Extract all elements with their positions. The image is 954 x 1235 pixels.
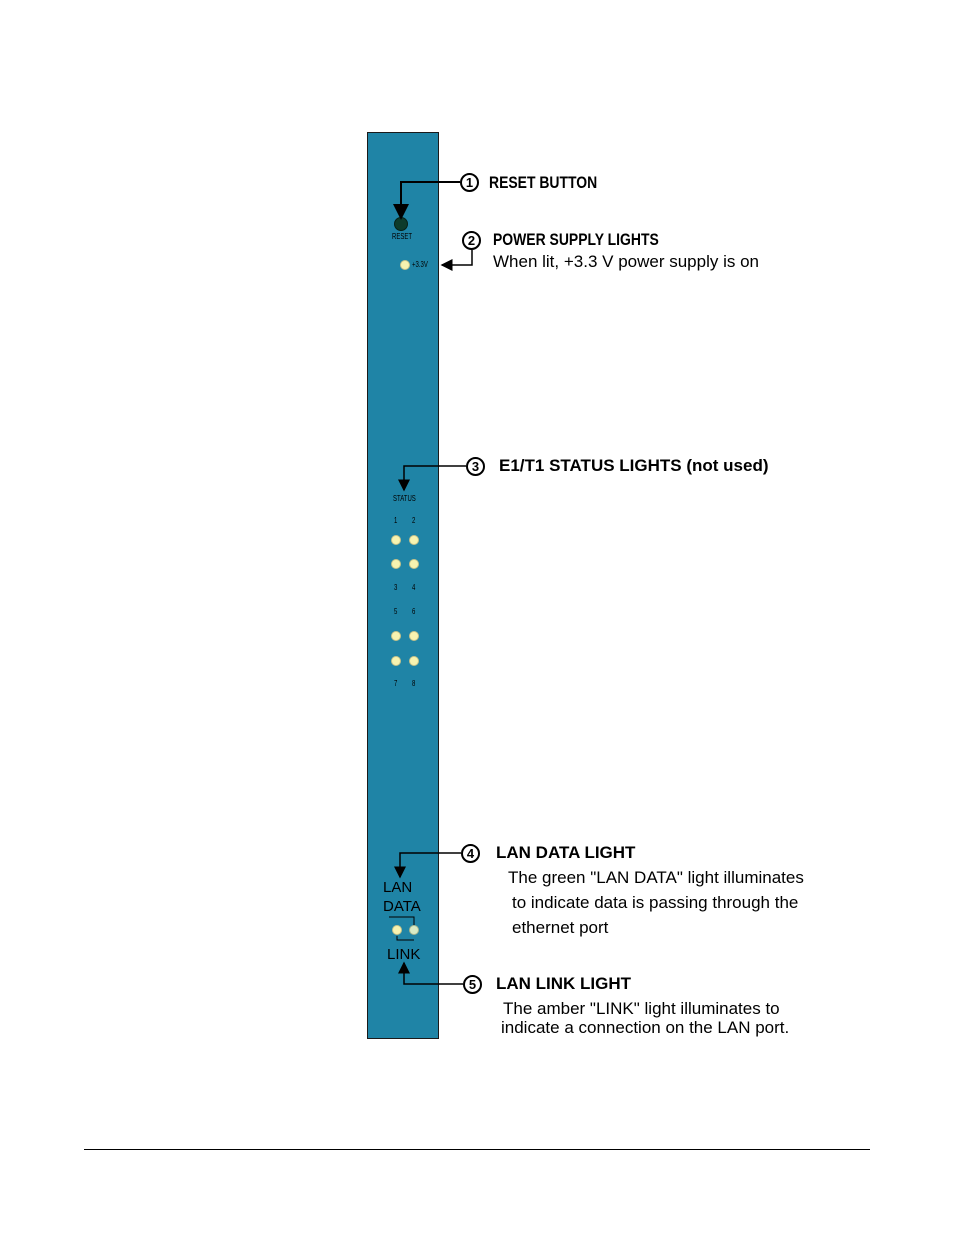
status-label: STATUS xyxy=(393,494,416,503)
footer-rule xyxy=(84,1149,870,1150)
status-number-7: 7 xyxy=(394,679,398,688)
status-number-3: 3 xyxy=(394,583,398,592)
callout-line-4 xyxy=(400,853,461,877)
status-number-1: 1 xyxy=(394,516,398,525)
lan-data-description-line-1: The green "LAN DATA" light illuminates xyxy=(508,868,804,887)
data-label: DATA xyxy=(383,898,421,915)
callout-line-3 xyxy=(404,466,466,490)
status-number-2: 2 xyxy=(412,516,416,525)
status-number-5: 5 xyxy=(394,607,398,616)
callout-marker-5: 5 xyxy=(463,975,482,994)
lan-link-description-line-1: The amber "LINK" light illuminates to xyxy=(503,999,780,1018)
callout-line-5 xyxy=(404,963,463,984)
power-supply-description: When lit, +3.3 V power supply is on xyxy=(493,252,759,271)
status-number-6: 6 xyxy=(412,607,416,616)
lan-link-title: LAN LINK LIGHT xyxy=(496,974,632,993)
link-label: LINK xyxy=(387,946,421,963)
lan-data-description-line-3: ethernet port xyxy=(512,918,609,937)
callout-marker-3: 3 xyxy=(466,457,485,476)
callout-line-1 xyxy=(401,182,460,218)
lan-data-description-line-2: to indicate data is passing through the xyxy=(512,893,799,912)
power-label: +3.3V xyxy=(412,260,428,269)
callout-marker-1: 1 xyxy=(460,173,479,192)
lan-data-bracket xyxy=(389,917,414,925)
lan-data-title: LAN DATA LIGHT xyxy=(496,843,636,862)
power-supply-title: POWER SUPPLY LIGHTS xyxy=(493,230,659,249)
status-lights-title: E1/T1 STATUS LIGHTS (not used) xyxy=(499,456,769,475)
callout-marker-2: 2 xyxy=(462,231,481,250)
callout-line-2 xyxy=(442,250,472,265)
status-number-8: 8 xyxy=(412,679,416,688)
lan-link-description-line-2: indicate a connection on the LAN port. xyxy=(501,1018,790,1037)
callout-marker-4: 4 xyxy=(461,844,480,863)
status-number-4: 4 xyxy=(412,583,416,592)
reset-label: RESET xyxy=(392,232,413,241)
lan-link-bracket xyxy=(397,936,414,940)
reset-button-title: RESET BUTTON xyxy=(489,173,598,192)
lan-label: LAN xyxy=(383,879,413,896)
